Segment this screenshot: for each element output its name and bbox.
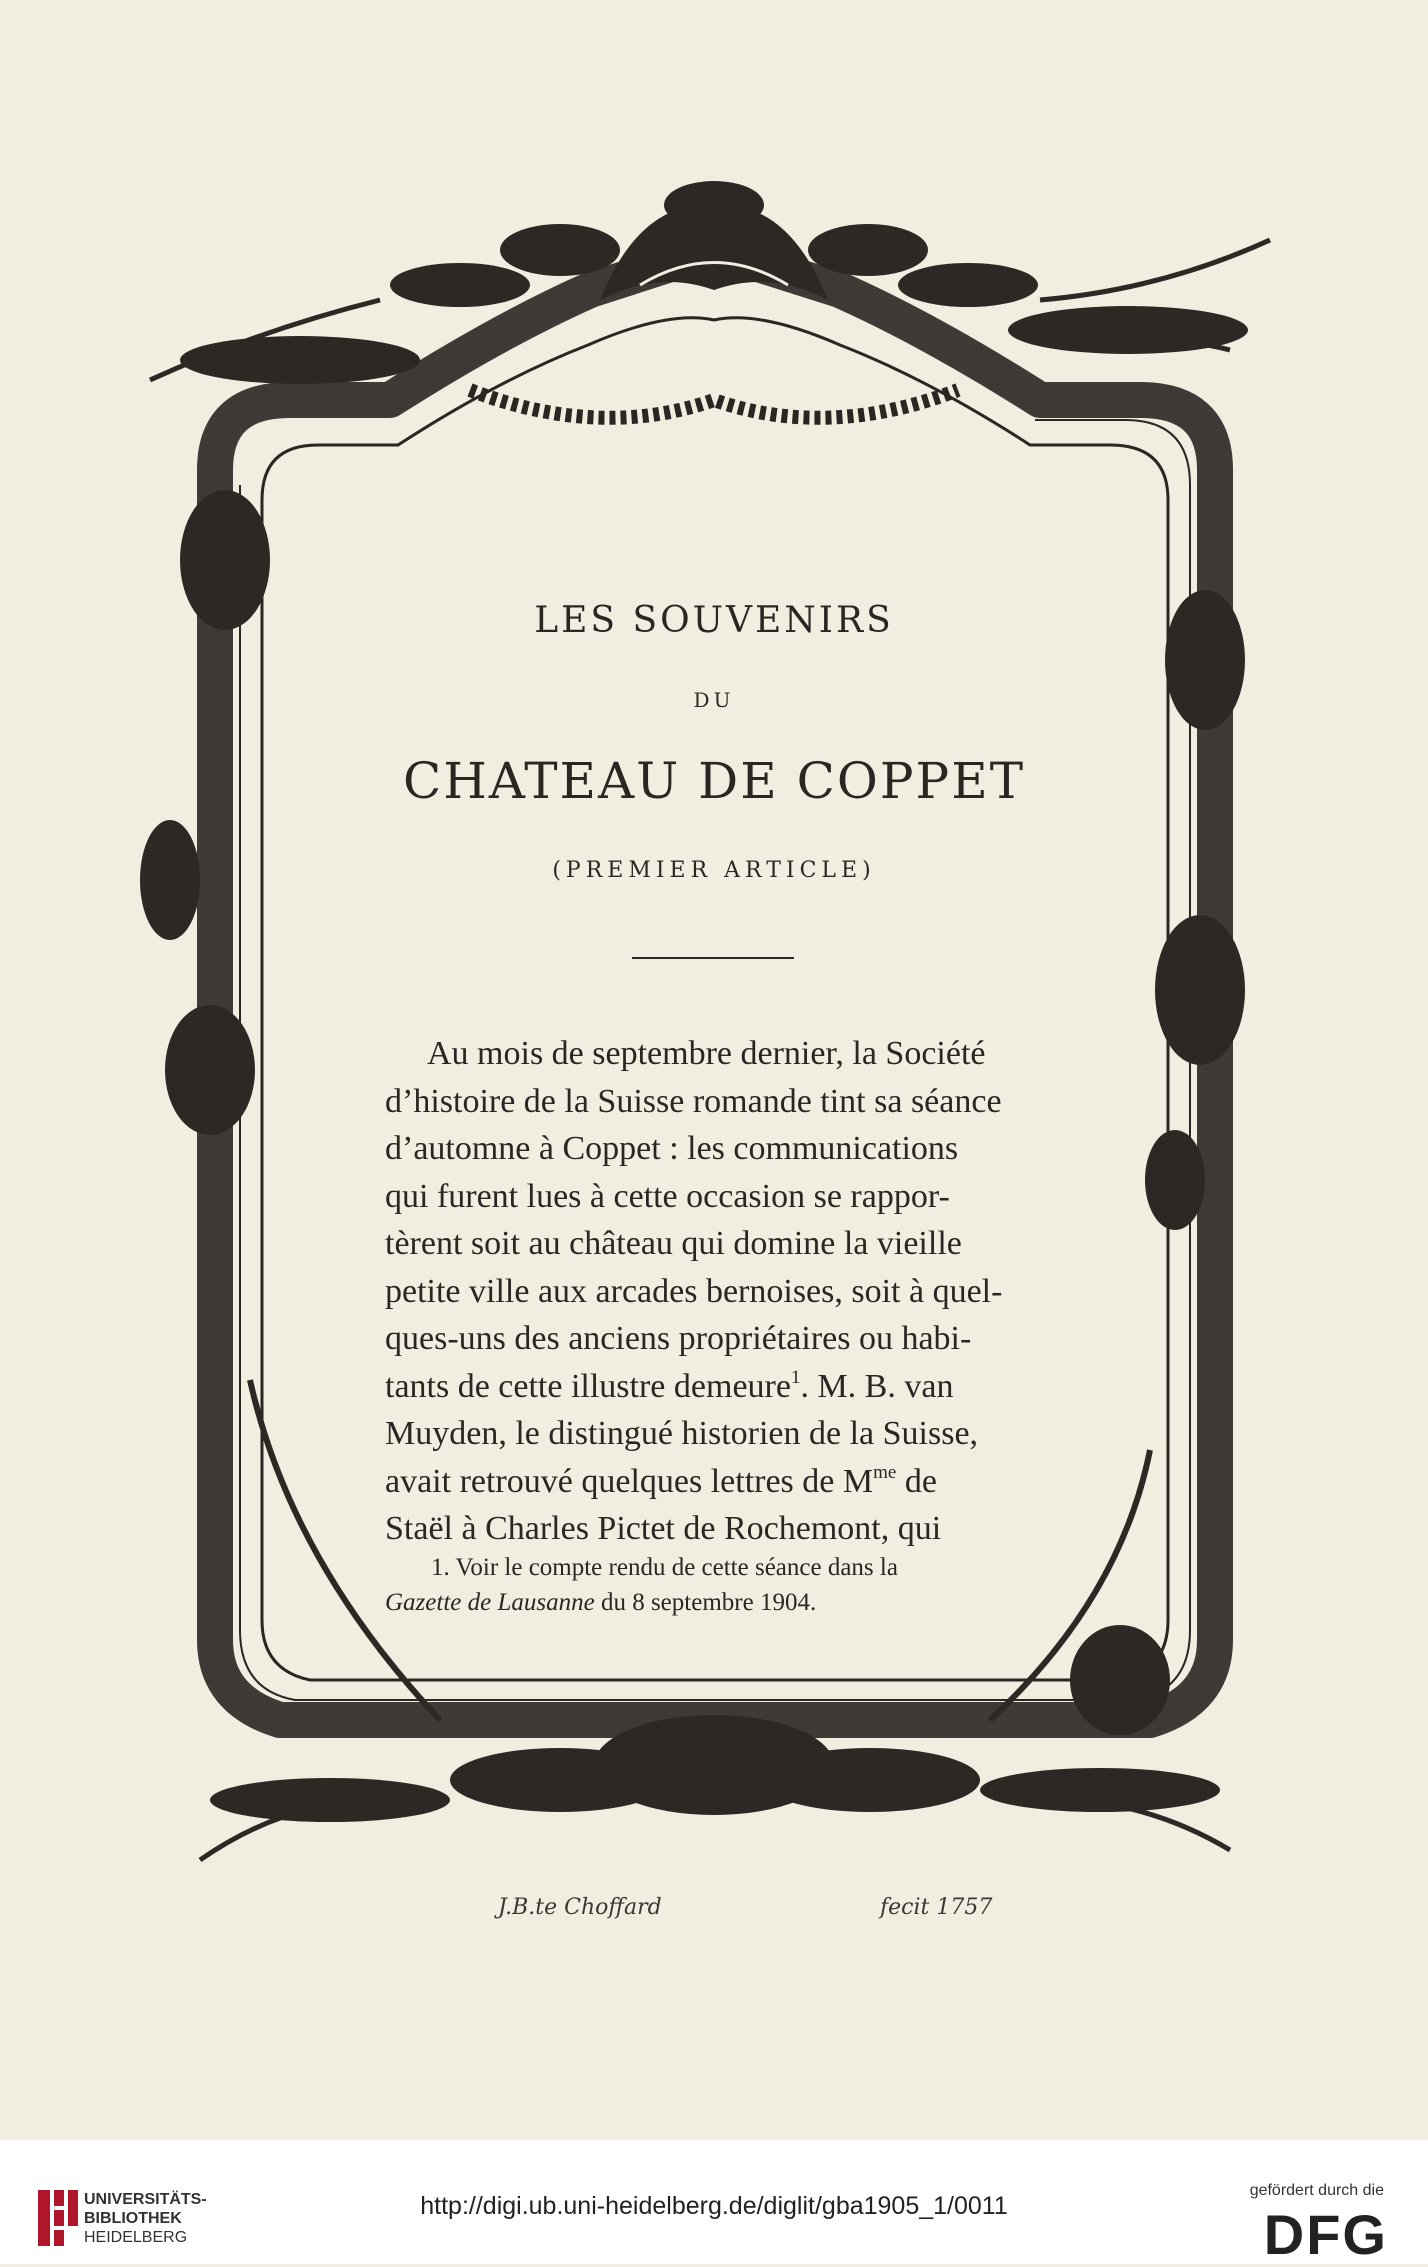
dfg-logo: DFG bbox=[1263, 2203, 1388, 2266]
body-line: Au mois de septembre dernier, la Société bbox=[427, 1035, 986, 1072]
footnote-source: Gazette de Lausanne bbox=[385, 1589, 595, 1616]
title-line-1: LES SOUVENIRS bbox=[534, 600, 894, 641]
subtitle: (PREMIER ARTICLE) bbox=[552, 858, 876, 883]
title-line-2: DU bbox=[693, 688, 735, 712]
library-name: UNIVERSITÄTS- BIBLIOTHEK HEIDELBERG bbox=[84, 2191, 207, 2246]
body-line: d’histoire de la Suisse romande tint sa séance bbox=[385, 1082, 1002, 1120]
sponsor-label: gefördert durch die bbox=[1249, 2182, 1384, 2199]
title-divider bbox=[632, 957, 794, 959]
body-line: tants de cette illustre demeure$^1$. M. B. van bbox=[385, 1366, 954, 1405]
footnote-marker: 1 bbox=[790, 1366, 801, 1388]
source-url[interactable]: http://digi.ub.uni-heidelberg.de/diglit/gba1905_1/0011 bbox=[420, 2192, 1008, 2220]
body-line: ques-uns des anciens propriétaires ou habi- bbox=[385, 1320, 972, 1357]
body-line: tèrent soit au château qui domine la vieille bbox=[385, 1225, 962, 1262]
engraver-signature: J.B.te Choffard bbox=[498, 1895, 662, 1920]
body-line: petite ville aux arcades bernoises, soit à quel- bbox=[385, 1272, 1003, 1310]
footer-bar bbox=[0, 2140, 1428, 2264]
engraving-date-signature: fecit 1757 bbox=[880, 1895, 993, 1920]
body-line: d’automne à Coppet : les communications bbox=[385, 1130, 959, 1167]
body-line: Staël à Charles Pictet de Rochemont, qui bbox=[385, 1510, 942, 1547]
body-line: qui furent lues à cette occasion se rappor- bbox=[385, 1177, 950, 1215]
footnote: 1. Voir le compte rendu de cette séance dans la Gazette de Lausanne du 8 septembre 1904. bbox=[385, 1554, 898, 1616]
title-line-3: CHATEAU DE COPPET bbox=[402, 752, 1026, 810]
body-paragraph bbox=[385, 1030, 1039, 1553]
body-line: Muyden, le distingué historien de la Suisse, bbox=[385, 1415, 979, 1452]
body-line: avait retrouvé quelques lettres de $M^{me}$ de bbox=[385, 1461, 937, 1500]
